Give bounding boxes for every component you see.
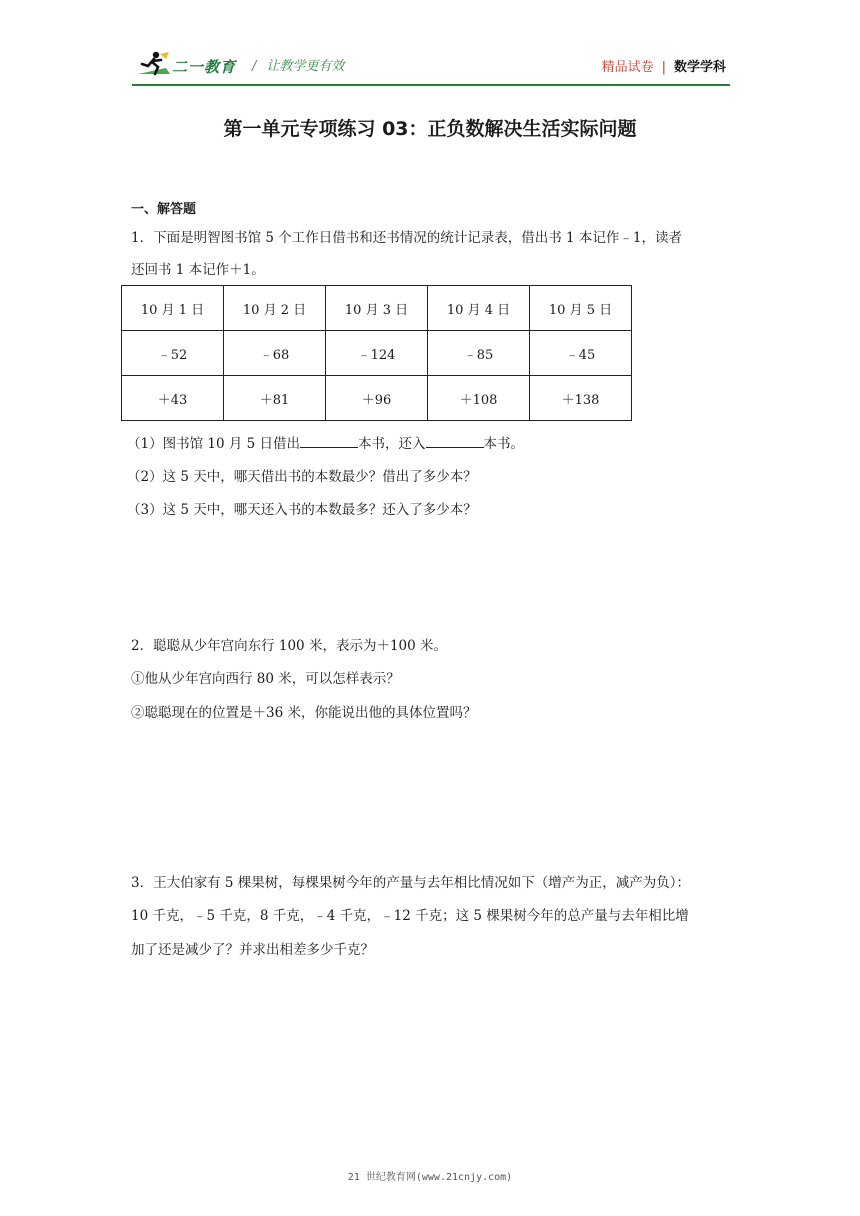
quality-label: 精品试卷 (601, 60, 654, 75)
section-heading: 一、解答题 (131, 202, 197, 217)
q1-sub1-text-a: （1）图书馆 10 月 5 日借出 (127, 436, 301, 452)
q2-sub1: ①他从少年宫向西行 80 米，可以怎样表示？ (131, 671, 400, 687)
slogan-text: 让教学更有效 (266, 59, 345, 74)
table-cell: 10 月 3 日 (326, 286, 428, 331)
runner-logo-icon (136, 50, 172, 80)
page-footer: 21 世纪教育网(www.21cnjy.com) (347, 1172, 513, 1183)
q1-line1: 1．下面是明智图书馆 5 个工作日借书和还书情况的统计记录表，借出书 1 本记作﹣1，读者 (131, 230, 683, 246)
q1-sub1-text-c: 本书。 (483, 436, 525, 452)
page-title: 第一单元专项练习 03：正负数解决生活实际问题 (223, 118, 637, 140)
table-row-borrowed (122, 331, 632, 376)
table-cell: ＋138 (530, 376, 632, 421)
table-cell: 10 月 1 日 (122, 286, 224, 331)
table-cell: ﹣45 (530, 331, 632, 376)
table-row-returned (122, 376, 632, 421)
table-cell: ﹣68 (224, 331, 326, 376)
q1-sub1 (127, 432, 524, 452)
header-right: 精品试卷 | 数学学科 (601, 60, 726, 75)
q1-sub1-text-b: 本书，还入 (358, 436, 426, 452)
q1-sub2: （2）这 5 天中，哪天借出书的本数最少？借出了多少本？ (127, 469, 477, 485)
slogan: / 让教学更有效 (252, 59, 345, 74)
table-cell: ﹣85 (428, 331, 530, 376)
answer-blank-returned[interactable] (426, 434, 484, 448)
q3-line2: 10 千克，﹣5 千克，8 千克，﹣4 千克，﹣12 千克；这 5 棵果树今年的总产量与去年相比增 (131, 908, 689, 924)
q2-line1: 2．聪聪从少年宫向东行 100 米，表示为＋100 米。 (131, 638, 447, 654)
q1-line2: 还回书 1 本记作＋1。 (131, 262, 265, 278)
logo-text: 二一教育 (172, 58, 237, 76)
table-cell: 10 月 5 日 (530, 286, 632, 331)
page-header (132, 50, 730, 80)
table-cell: ﹣124 (326, 331, 428, 376)
q3-line3: 加了还是减少了？并求出相差多少千克？ (131, 942, 374, 958)
subject-label: 数学学科 (673, 60, 726, 75)
table-cell: ＋96 (326, 376, 428, 421)
header-divider (132, 84, 730, 86)
table-cell: ＋81 (224, 376, 326, 421)
table-cell: ＋108 (428, 376, 530, 421)
q1-sub3: （3）这 5 天中，哪天还入书的本数最多？还入了多少本？ (127, 502, 477, 518)
table-cell: ﹣52 (122, 331, 224, 376)
q3-line1: 3．王大伯家有 5 棵果树，每棵果树今年的产量与去年相比情况如下（增产为正，减产为负）： (131, 875, 691, 891)
table-cell: ＋43 (122, 376, 224, 421)
table-row-dates (122, 286, 632, 331)
q2-sub2: ②聪聪现在的位置是＋36 米，你能说出他的具体位置吗？ (131, 705, 477, 721)
table-cell: 10 月 4 日 (428, 286, 530, 331)
answer-blank-borrowed[interactable] (300, 434, 358, 448)
table-cell: 10 月 2 日 (224, 286, 326, 331)
logo (136, 50, 246, 80)
library-record-table (121, 285, 632, 421)
